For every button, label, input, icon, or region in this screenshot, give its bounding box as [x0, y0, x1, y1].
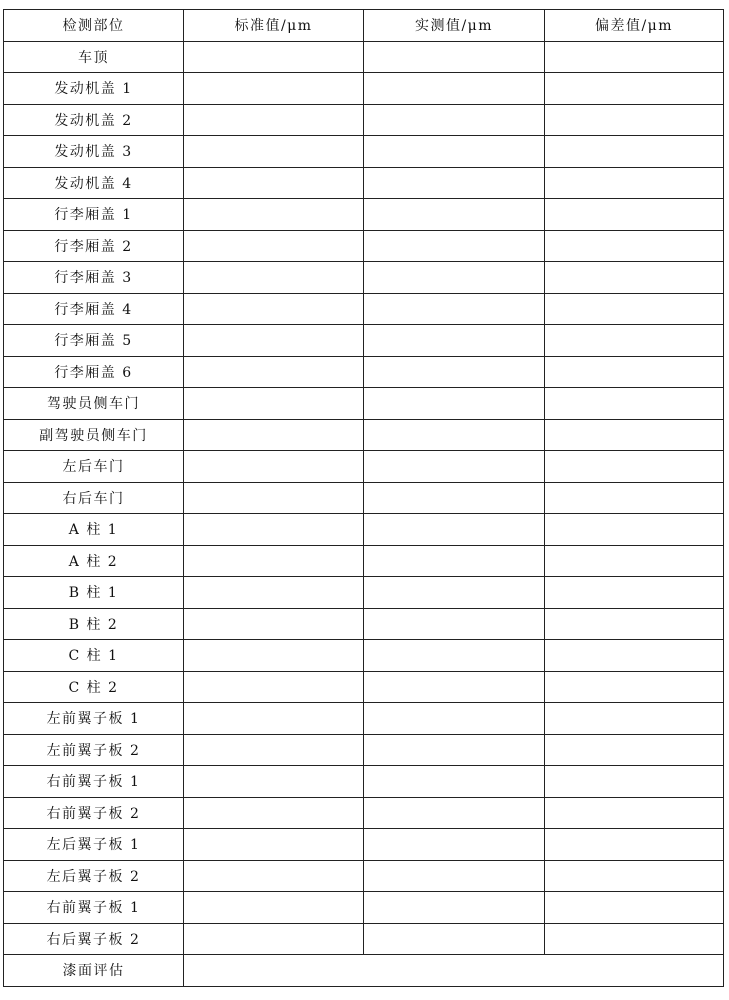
deviation-value-cell[interactable]: [545, 577, 724, 609]
deviation-value-cell[interactable]: [545, 104, 724, 136]
row-part-label: 发动机盖 4: [4, 167, 184, 199]
row-part-label: C 柱 2: [4, 671, 184, 703]
row-part-label: 行李厢盖 4: [4, 293, 184, 325]
standard-value-cell[interactable]: [184, 892, 364, 924]
deviation-value-cell[interactable]: [545, 388, 724, 420]
standard-value-cell[interactable]: [184, 230, 364, 262]
standard-value-cell[interactable]: [184, 640, 364, 672]
standard-value-cell[interactable]: [184, 766, 364, 798]
row-part-label: 右后翼子板 2: [4, 923, 184, 955]
row-part-label: 行李厢盖 2: [4, 230, 184, 262]
row-part-label: B 柱 1: [4, 577, 184, 609]
deviation-value-cell[interactable]: [545, 860, 724, 892]
row-part-label: 行李厢盖 1: [4, 199, 184, 231]
table-row: [4, 923, 724, 955]
measured-value-cell[interactable]: [364, 514, 545, 546]
row-part-label: 右后车门: [4, 482, 184, 514]
deviation-value-cell[interactable]: [545, 640, 724, 672]
standard-value-cell[interactable]: [184, 451, 364, 483]
row-part-label: A 柱 1: [4, 514, 184, 546]
standard-value-cell[interactable]: [184, 388, 364, 420]
standard-value-cell[interactable]: [184, 671, 364, 703]
table-row: [4, 766, 724, 798]
deviation-value-cell[interactable]: [545, 325, 724, 357]
table-row: [4, 797, 724, 829]
table-row: [4, 356, 724, 388]
standard-value-cell[interactable]: [184, 482, 364, 514]
deviation-value-cell[interactable]: [545, 671, 724, 703]
deviation-value-cell[interactable]: [545, 293, 724, 325]
standard-value-cell[interactable]: [184, 293, 364, 325]
row-part-label: 右前翼子板 1: [4, 766, 184, 798]
table-row: [4, 199, 724, 231]
measured-value-cell[interactable]: [364, 356, 545, 388]
measured-value-cell[interactable]: [364, 388, 545, 420]
row-part-label: 左前翼子板 2: [4, 734, 184, 766]
table-row: [4, 640, 724, 672]
measured-value-cell[interactable]: [364, 482, 545, 514]
table-row: [4, 136, 724, 168]
measured-value-cell[interactable]: [364, 734, 545, 766]
table-row: [4, 451, 724, 483]
deviation-value-cell[interactable]: [545, 829, 724, 861]
row-part-label: 发动机盖 3: [4, 136, 184, 168]
table-row: [4, 325, 724, 357]
row-part-label: 行李厢盖 3: [4, 262, 184, 294]
row-part-label: 行李厢盖 5: [4, 325, 184, 357]
row-part-label: 副驾驶员侧车门: [4, 419, 184, 451]
deviation-value-cell[interactable]: [545, 545, 724, 577]
measured-value-cell[interactable]: [364, 73, 545, 105]
table-row: [4, 577, 724, 609]
measured-value-cell[interactable]: [364, 41, 545, 73]
table-row: [4, 230, 724, 262]
table-row: [4, 545, 724, 577]
measured-value-cell[interactable]: [364, 766, 545, 798]
row-part-label: 发动机盖 1: [4, 73, 184, 105]
table-row: [4, 734, 724, 766]
measured-value-cell[interactable]: [364, 892, 545, 924]
deviation-value-cell[interactable]: [545, 514, 724, 546]
table-row: [4, 608, 724, 640]
table-row: [4, 671, 724, 703]
measured-value-cell[interactable]: [364, 923, 545, 955]
deviation-value-cell[interactable]: [545, 797, 724, 829]
standard-value-cell[interactable]: [184, 829, 364, 861]
measured-value-cell[interactable]: [364, 640, 545, 672]
deviation-value-cell[interactable]: [545, 230, 724, 262]
row-part-label: 左后翼子板 1: [4, 829, 184, 861]
deviation-value-cell[interactable]: [545, 608, 724, 640]
measured-value-cell[interactable]: [364, 136, 545, 168]
measured-value-cell[interactable]: [364, 262, 545, 294]
table-row: [4, 419, 724, 451]
standard-value-cell[interactable]: [184, 41, 364, 73]
measured-value-cell[interactable]: [364, 199, 545, 231]
row-part-label: 驾驶员侧车门: [4, 388, 184, 420]
deviation-value-cell[interactable]: [545, 419, 724, 451]
deviation-value-cell[interactable]: [545, 73, 724, 105]
measured-value-cell[interactable]: [364, 608, 545, 640]
deviation-value-cell[interactable]: [545, 923, 724, 955]
row-part-label: 发动机盖 2: [4, 104, 184, 136]
table-row: [4, 41, 724, 73]
header-measured-value: 实测值/μm: [364, 10, 545, 42]
deviation-value-cell[interactable]: [545, 703, 724, 735]
measured-value-cell[interactable]: [364, 325, 545, 357]
standard-value-cell[interactable]: [184, 734, 364, 766]
measured-value-cell[interactable]: [364, 545, 545, 577]
standard-value-cell[interactable]: [184, 136, 364, 168]
measured-value-cell[interactable]: [364, 577, 545, 609]
table-header-row: [4, 10, 724, 42]
deviation-value-cell[interactable]: [545, 262, 724, 294]
header-deviation-value: 偏差值/μm: [545, 10, 724, 42]
measured-value-cell[interactable]: [364, 451, 545, 483]
inspection-table-container: [3, 9, 724, 987]
measured-value-cell[interactable]: [364, 104, 545, 136]
measured-value-cell[interactable]: [364, 293, 545, 325]
header-standard-value: 标准值/μm: [184, 10, 364, 42]
standard-value-cell[interactable]: [184, 356, 364, 388]
table-body: [4, 41, 724, 955]
row-part-label: 行李厢盖 6: [4, 356, 184, 388]
table-row: [4, 388, 724, 420]
deviation-value-cell[interactable]: [545, 356, 724, 388]
standard-value-cell[interactable]: [184, 608, 364, 640]
row-part-label: 右前翼子板 1: [4, 892, 184, 924]
deviation-value-cell[interactable]: [545, 451, 724, 483]
standard-value-cell[interactable]: [184, 73, 364, 105]
measured-value-cell[interactable]: [364, 419, 545, 451]
standard-value-cell[interactable]: [184, 167, 364, 199]
table-row: [4, 104, 724, 136]
standard-value-cell[interactable]: [184, 703, 364, 735]
standard-value-cell[interactable]: [184, 577, 364, 609]
standard-value-cell[interactable]: [184, 419, 364, 451]
row-part-label: 左后车门: [4, 451, 184, 483]
row-part-label: 右前翼子板 2: [4, 797, 184, 829]
standard-value-cell[interactable]: [184, 797, 364, 829]
table-row: [4, 892, 724, 924]
table-row: [4, 482, 724, 514]
deviation-value-cell[interactable]: [545, 482, 724, 514]
paint-assessment-label: 漆面评估: [4, 955, 184, 987]
deviation-value-cell[interactable]: [545, 766, 724, 798]
row-part-label: 车顶: [4, 41, 184, 73]
measured-value-cell[interactable]: [364, 703, 545, 735]
standard-value-cell[interactable]: [184, 514, 364, 546]
row-part-label: B 柱 2: [4, 608, 184, 640]
measured-value-cell[interactable]: [364, 671, 545, 703]
measured-value-cell[interactable]: [364, 167, 545, 199]
table-row: [4, 860, 724, 892]
standard-value-cell[interactable]: [184, 923, 364, 955]
standard-value-cell[interactable]: [184, 325, 364, 357]
measured-value-cell[interactable]: [364, 860, 545, 892]
paint-assessment-field[interactable]: [184, 955, 724, 987]
measured-value-cell[interactable]: [364, 797, 545, 829]
standard-value-cell[interactable]: [184, 860, 364, 892]
standard-value-cell[interactable]: [184, 104, 364, 136]
standard-value-cell[interactable]: [184, 545, 364, 577]
table-row: [4, 829, 724, 861]
table-row: [4, 703, 724, 735]
measured-value-cell[interactable]: [364, 230, 545, 262]
table-row: [4, 262, 724, 294]
table-row: [4, 167, 724, 199]
row-part-label: 左前翼子板 1: [4, 703, 184, 735]
paint-assessment-row: [4, 955, 724, 987]
deviation-value-cell[interactable]: [545, 136, 724, 168]
header-inspection-part: 检测部位: [4, 10, 184, 42]
standard-value-cell[interactable]: [184, 262, 364, 294]
table-row: [4, 514, 724, 546]
deviation-value-cell[interactable]: [545, 199, 724, 231]
row-part-label: 左后翼子板 2: [4, 860, 184, 892]
row-part-label: A 柱 2: [4, 545, 184, 577]
table-row: [4, 293, 724, 325]
table-row: [4, 73, 724, 105]
deviation-value-cell[interactable]: [545, 892, 724, 924]
deviation-value-cell[interactable]: [545, 734, 724, 766]
deviation-value-cell[interactable]: [545, 167, 724, 199]
paint-thickness-table: [3, 9, 724, 987]
measured-value-cell[interactable]: [364, 829, 545, 861]
row-part-label: C 柱 1: [4, 640, 184, 672]
deviation-value-cell[interactable]: [545, 41, 724, 73]
standard-value-cell[interactable]: [184, 199, 364, 231]
